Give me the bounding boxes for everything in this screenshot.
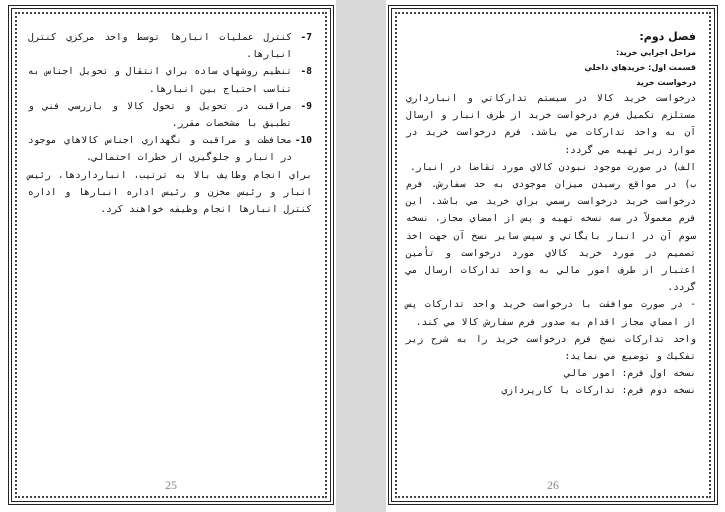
page-gap: [336, 0, 386, 512]
item-text: كنترل عمليات انبارها توسط واحد مركزي كنترل انبارها.: [28, 32, 292, 61]
list-item: [28, 132, 312, 166]
item-text: مراقبت در تحويل و تحول كالا و بازرسي فني و تطبيق با مشخصات مقرر.: [28, 100, 292, 130]
paragraph: نسخه اول فرم: امور مالي: [564, 368, 696, 380]
paragraph: درخواست خريد كالا در سيستم تداركاتي و انبارداري مستلزم تكميل فرم درخواست خريد از طرف انبار و ارسال آن به واحد تداركات مي باشد. فرم درخواست خريد در موارد زير تهيه مي گردد:: [406, 93, 696, 156]
section-heading: مراحل اجرايي خريد:: [615, 48, 696, 57]
chapter-heading: فصل دوم:: [639, 30, 696, 43]
paragraph: واحد تداركات نسخ فرم درخواست خريد را به شرح زير تفكيك و توضيع مي نمايد:: [406, 333, 696, 363]
paragraph: الف) در صورت موجود نبودن كالاي مورد تقاضا در انبار.: [410, 161, 696, 173]
section-heading: درخواست خريد: [636, 78, 696, 87]
page-right: [388, 5, 718, 505]
page-left: [8, 5, 334, 505]
item-number: 9-: [300, 100, 312, 112]
page-number: 25: [165, 478, 177, 492]
paragraph: ب) در مواقع رسيدن ميزان موجودي به حد سفارش. فرم درخواست خريد درخواست رسمي براي خريد مي باشد. اين فرم معمولاً در سه نسخه تهيه و پس از امضاي مجاز، نسخه سوم آن در انبار بايگاني و سپس ساير نسخ آن جهت اخذ تصميم در مورد خريد كالاي مورد درخواست و تأمين اعتبار از طرف امور مالي به واحد تداركات ارسال مي گردد.: [406, 179, 696, 294]
list-item: [28, 98, 312, 132]
list-item: [28, 63, 312, 97]
paragraph: براي انجام وظايف بالا به ترتيب، انبارداردها، رئيس انبار و رئيس مخزن و رئيس اداره انبارها و اداره كنترل انبارها انجام وظيفه خواهند كرد.: [28, 169, 312, 216]
page-right-body: [406, 29, 696, 400]
page-left-body: [28, 29, 312, 218]
paragraph: نسخه دوم فرم: تداركات يا كارپردازي: [501, 385, 696, 397]
item-number: 10-: [294, 135, 312, 147]
item-text: تنظيم روشهاي ساده براي انتقال و تحويل اجناس به تناسب احتياج بين انبارها.: [28, 66, 292, 95]
item-number: 8-: [300, 66, 312, 78]
item-text: محافظت و مراقبت و نگهداري اجناس كالاهاي موجود در انبار و جلوگيري از خطرات احتمالي.: [28, 135, 292, 164]
paragraph: - در صورت موافقت با درخواست خريد واحد تداركات پس از امضاي مجاز اقدام به صدور فرم سفارش كالا مي كند.: [406, 299, 696, 328]
list-item: [28, 29, 312, 63]
page-number: 26: [547, 478, 559, 492]
item-number: 7-: [300, 32, 312, 43]
section-heading: قسمت اول: خريدهاي داخلي: [584, 63, 696, 72]
